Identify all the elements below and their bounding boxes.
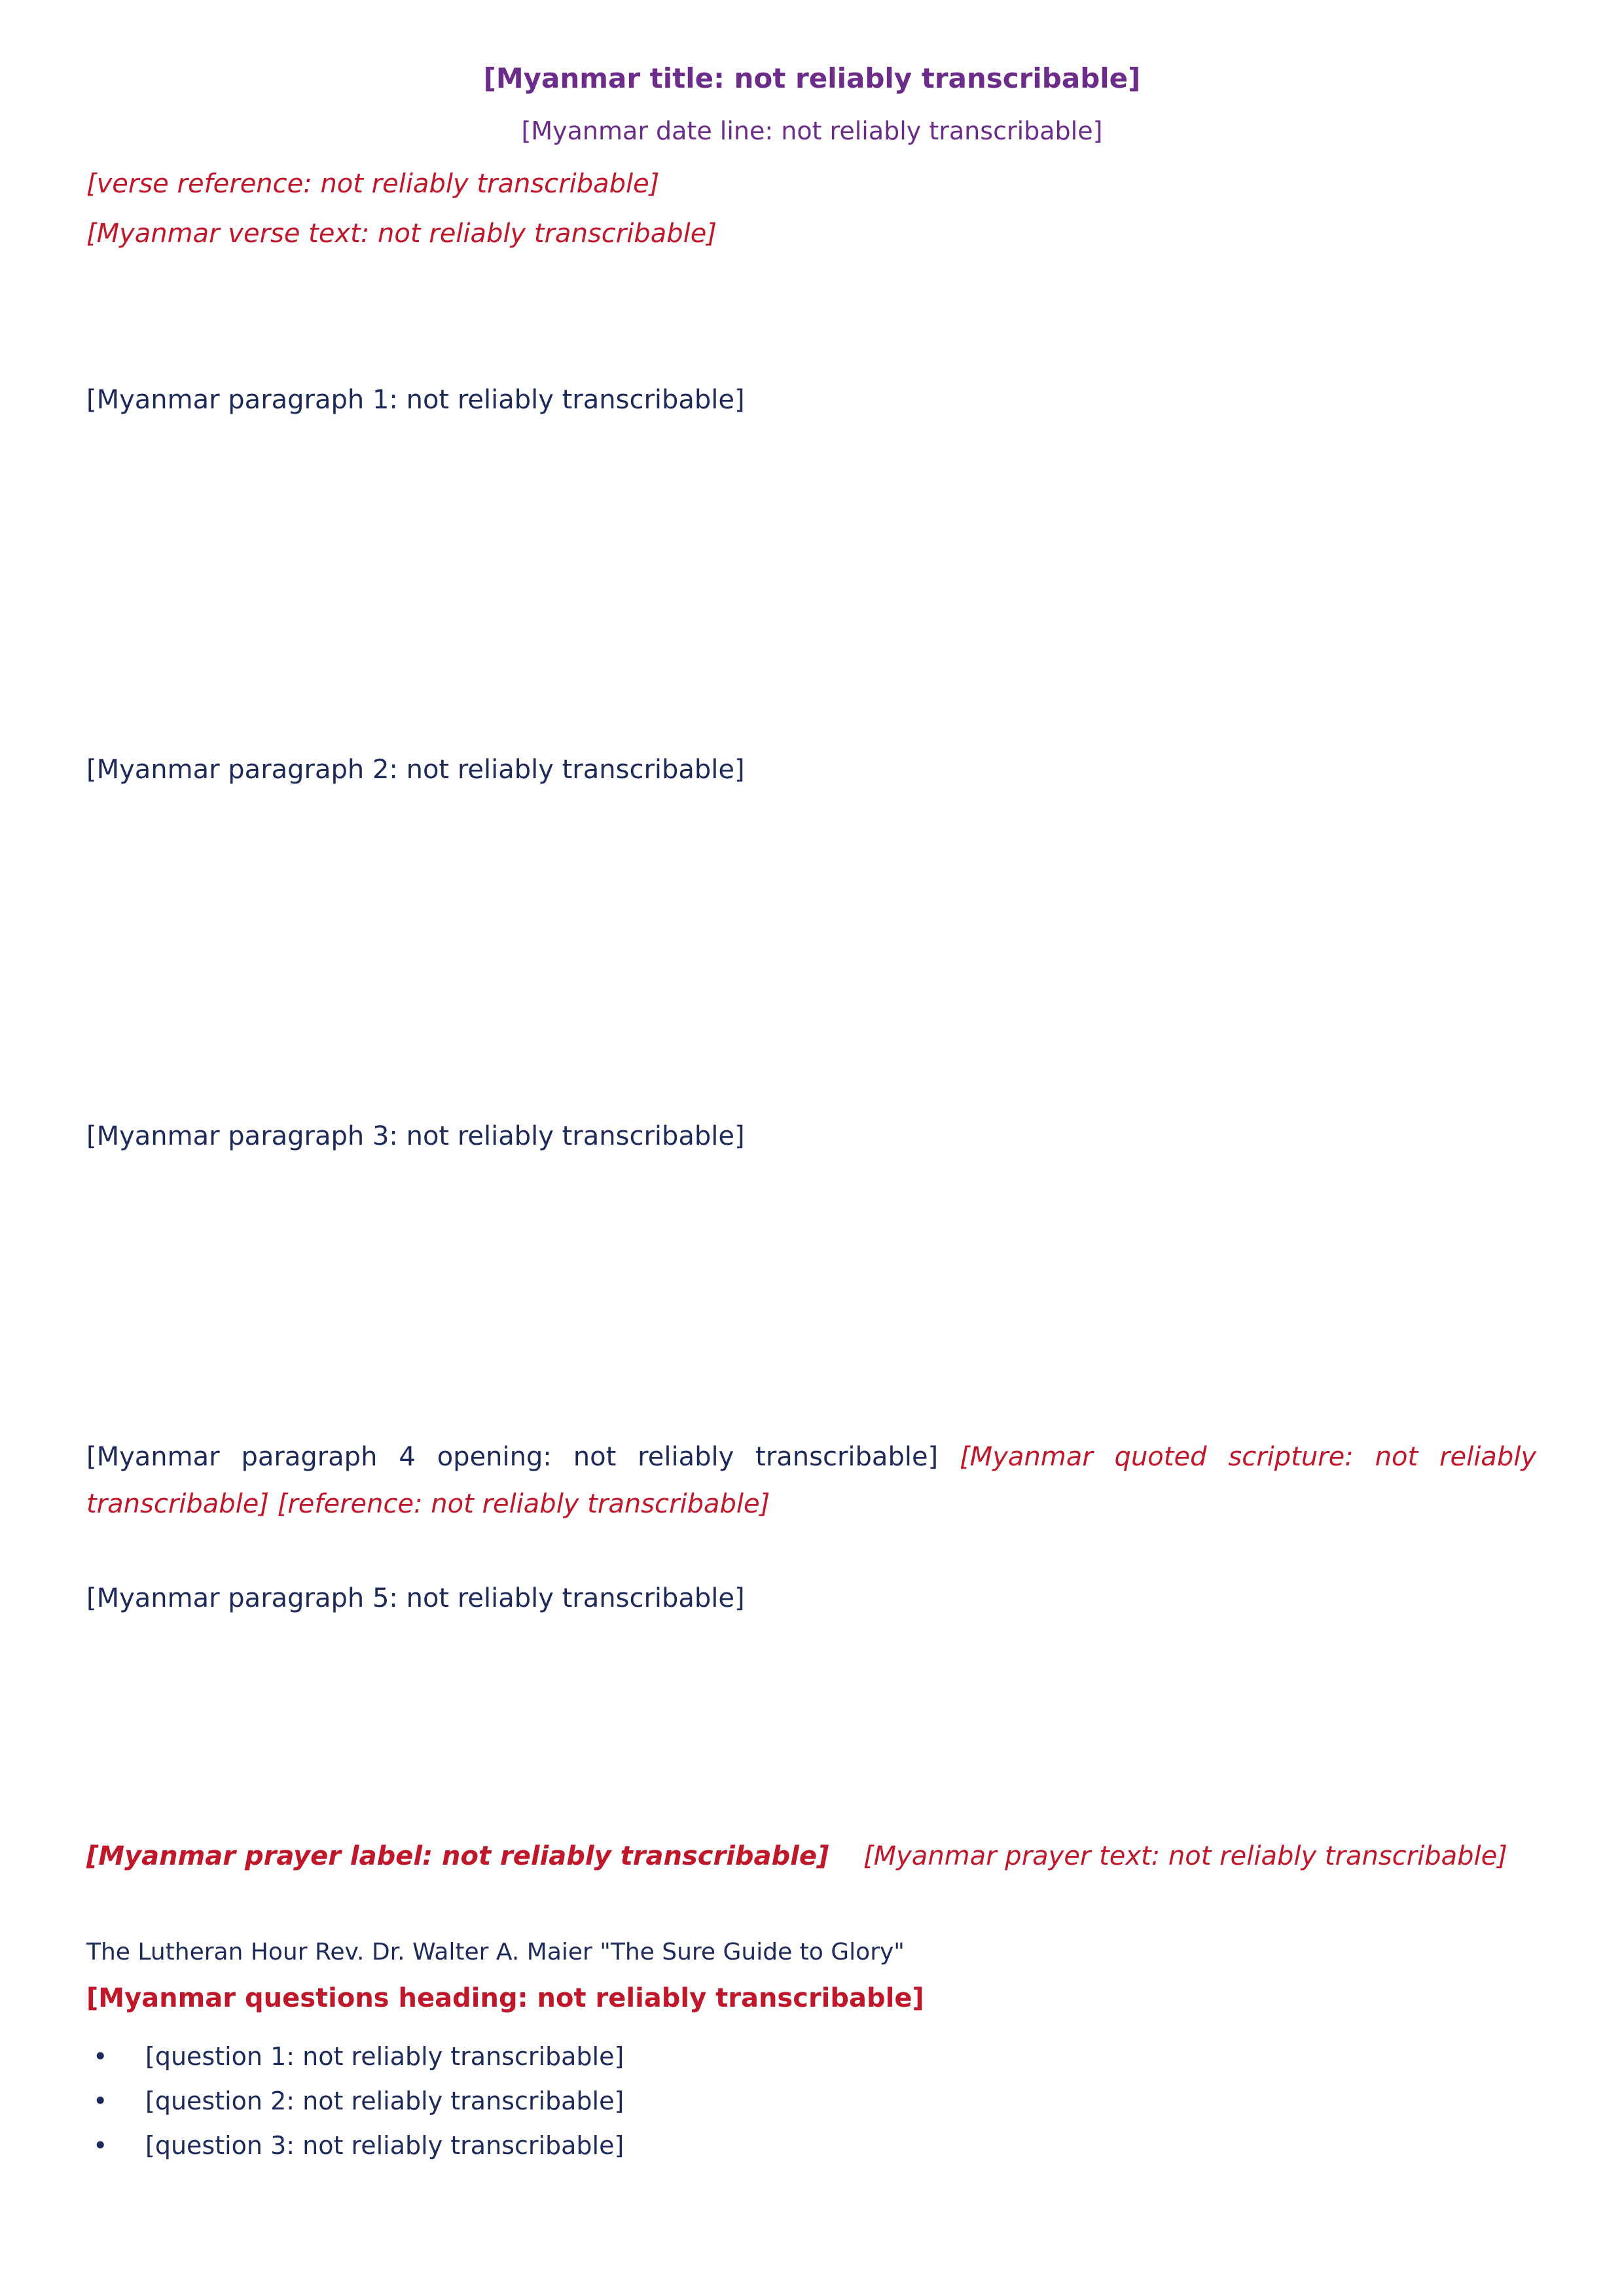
paragraph-4-intro: [Myanmar paragraph 4 opening: not reliably transcribable]: [86, 1442, 939, 1472]
body-paragraph-5: [Myanmar paragraph 5: not reliably transcribable]: [86, 1583, 745, 1613]
question-text: [question 2: not reliably transcribable]: [145, 2087, 624, 2115]
body-paragraph-4: [86, 1433, 1536, 1622]
question-item: [86, 2080, 1536, 2122]
prayer-block: [86, 1833, 1536, 1880]
question-text: [question 3: not reliably transcribable]: [145, 2131, 624, 2160]
body-paragraph-1: [Myanmar paragraph 1: not reliably transcribable]: [86, 385, 745, 415]
bullet-icon: •: [93, 2087, 108, 2115]
questions-list: [86, 2036, 1536, 2169]
page-title: [Myanmar title: not reliably transcribable]: [483, 62, 1141, 94]
prayer-label: [Myanmar prayer label: not reliably transcribable]: [86, 1841, 829, 1871]
bullet-icon: •: [93, 2131, 108, 2160]
verse-text: [Myanmar verse text: not reliably transcribable]: [86, 219, 717, 249]
body-paragraph-2: [Myanmar paragraph 2: not reliably transcribable]: [86, 755, 745, 785]
question-item: [86, 2036, 1536, 2077]
paragraph-4-quote: [Myanmar quoted scripture: not reliably transcribable]: [86, 1442, 1536, 1519]
prayer-text: [Myanmar prayer text: not reliably transcribable]: [863, 1841, 1507, 1871]
bullet-icon: •: [93, 2042, 108, 2071]
question-text: [question 1: not reliably transcribable]: [145, 2042, 624, 2071]
source-attribution: The Lutheran Hour Rev. Dr. Walter A. Maier "The Sure Guide to Glory": [86, 1939, 905, 1965]
question-item: [86, 2125, 1536, 2166]
verse-reference: [verse reference: not reliably transcribable]: [86, 169, 660, 199]
date-line: [Myanmar date line: not reliably transcribable]: [521, 117, 1103, 145]
body-paragraph-3: [Myanmar paragraph 3: not reliably transcribable]: [86, 1121, 745, 1151]
paragraph-4-ref: [reference: not reliably transcribable]: [277, 1489, 770, 1519]
verse-block: [86, 160, 1536, 257]
questions-heading: [Myanmar questions heading: not reliably transcribable]: [86, 1983, 924, 2013]
